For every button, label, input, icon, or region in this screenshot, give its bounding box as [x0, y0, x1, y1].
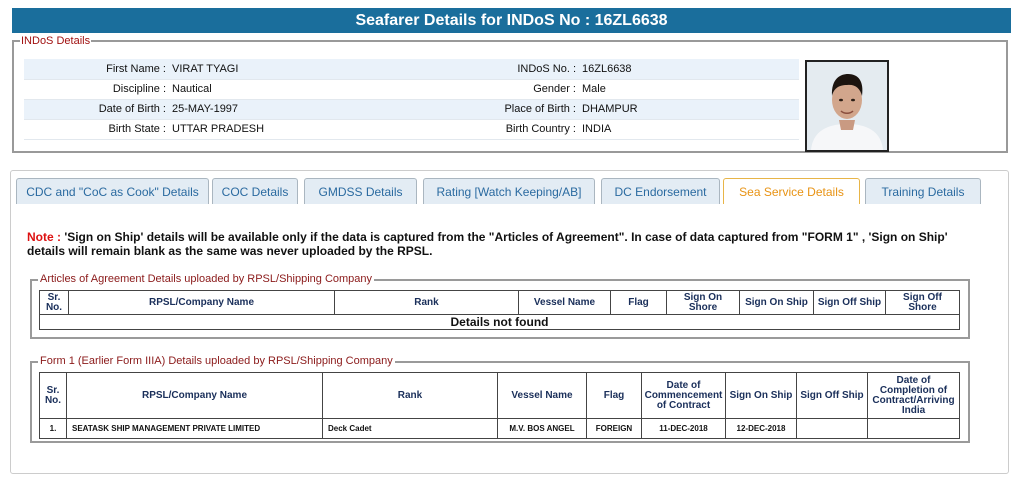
col-sign-off-ship: Sign Off Ship [814, 291, 886, 315]
articles-legend: Articles of Agreement Details uploaded by RPSL/Shipping Company [40, 273, 373, 285]
gender-label: Gender : [429, 79, 579, 99]
indos-info-table [24, 59, 799, 140]
page-title: Seafarer Details for INDoS No : 16ZL6638 [12, 8, 1011, 33]
col-vessel-name: Vessel Name [498, 373, 587, 419]
table-row [40, 315, 960, 330]
person-photo-icon [807, 62, 887, 150]
col-sign-off-shore: Sign Off Shore [886, 291, 960, 315]
col-sign-on-ship: Sign On Ship [726, 373, 797, 419]
tab-training[interactable]: Training Details [865, 178, 981, 204]
seafarer-photo [805, 60, 889, 152]
birth-country-value: INDIA [579, 119, 799, 139]
tab-gmdss[interactable]: GMDSS Details [304, 178, 417, 204]
cell-completion [868, 419, 960, 439]
place-of-birth-value: DHAMPUR [579, 99, 799, 119]
cell-sr-no: 1. [40, 419, 67, 439]
info-row [24, 119, 799, 139]
discipline-value: Nautical [169, 79, 429, 99]
col-sr-no: Sr. No. [40, 373, 67, 419]
col-rank: Rank [335, 291, 519, 315]
col-flag: Flag [587, 373, 642, 419]
birth-country-label: Birth Country : [429, 119, 579, 139]
note-label: Note : [27, 230, 61, 244]
cell-commencement: 11-DEC-2018 [642, 419, 726, 439]
dob-value: 25-MAY-1997 [169, 99, 429, 119]
tab-rating-watch-keeping[interactable]: Rating [Watch Keeping/AB] [423, 178, 595, 204]
col-sign-on-shore: Sign On Shore [667, 291, 740, 315]
birth-state-value: UTTAR PRADESH [169, 119, 429, 139]
details-not-found-message: Details not found [40, 315, 960, 330]
gender-value: Male [579, 79, 799, 99]
cell-flag: FOREIGN [587, 419, 642, 439]
col-flag: Flag [611, 291, 667, 315]
col-rank: Rank [323, 373, 498, 419]
first-name-value: VIRAT TYAGI [169, 59, 429, 79]
cell-sign-off-ship [797, 419, 868, 439]
col-commencement: Date of Commencement of Contract [642, 373, 726, 419]
table-header-row [40, 291, 960, 315]
col-company-name: RPSL/Company Name [69, 291, 335, 315]
col-company-name: RPSL/Company Name [67, 373, 323, 419]
cell-vessel-name: M.V. BOS ANGEL [498, 419, 587, 439]
col-sr-no: Sr. No. [40, 291, 69, 315]
indos-no-value: 16ZL6638 [579, 59, 799, 79]
col-sign-off-ship: Sign Off Ship [797, 373, 868, 419]
note-text: 'Sign on Ship' details will be available only if the data is captured from the "Articles of Agreement". In case of data captured from "FORM 1" , 'Sign on Ship' details will remain blank as the same was never uploaded by the RPSL. [27, 230, 948, 258]
dob-label: Date of Birth : [24, 99, 169, 119]
tab-sea-service[interactable]: Sea Service Details [723, 178, 860, 204]
indos-details-panel [12, 35, 1008, 153]
articles-table [39, 290, 960, 330]
col-vessel-name: Vessel Name [519, 291, 611, 315]
col-completion: Date of Completion of Contract/Arriving India [868, 373, 960, 419]
sign-on-ship-note [27, 230, 982, 258]
info-row [24, 59, 799, 79]
form1-legend: Form 1 (Earlier Form IIIA) Details uploaded by RPSL/Shipping Company [40, 355, 393, 367]
indos-no-label: INDoS No. : [429, 59, 579, 79]
table-row [40, 419, 960, 439]
cell-sign-on-ship: 12-DEC-2018 [726, 419, 797, 439]
tab-coc[interactable]: COC Details [212, 178, 298, 204]
info-row [24, 99, 799, 119]
tab-cdc-coc-cook[interactable]: CDC and "CoC as Cook" Details [16, 178, 209, 204]
cell-company-name: SEATASK SHIP MANAGEMENT PRIVATE LIMITED [67, 419, 323, 439]
tab-dc-endorsement[interactable]: DC Endorsement [601, 178, 720, 204]
indos-details-legend: INDoS Details [21, 35, 91, 47]
cell-rank: Deck Cadet [323, 419, 498, 439]
discipline-label: Discipline : [24, 79, 169, 99]
col-sign-on-ship: Sign On Ship [740, 291, 814, 315]
form1-table [39, 372, 960, 439]
birth-state-label: Birth State : [24, 119, 169, 139]
table-header-row [40, 373, 960, 419]
place-of-birth-label: Place of Birth : [429, 99, 579, 119]
first-name-label: First Name : [24, 59, 169, 79]
info-row [24, 79, 799, 99]
